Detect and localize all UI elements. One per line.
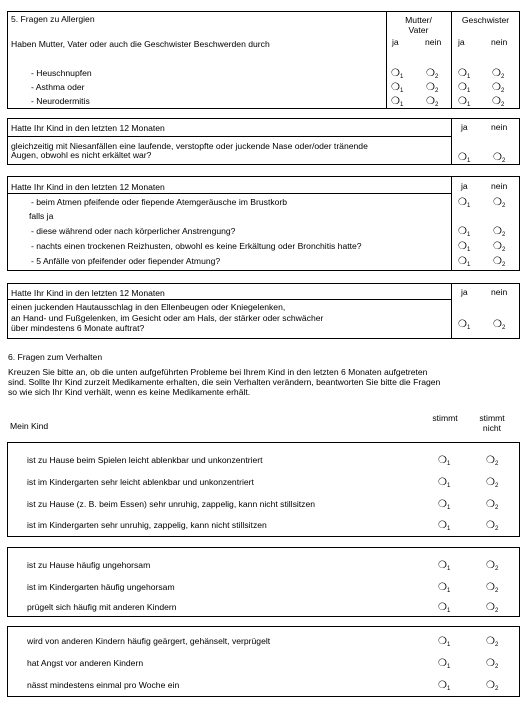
option-no[interactable]: $❍_2$: [493, 226, 506, 238]
radio-circle-icon: ❍: [458, 241, 467, 252]
option-yes[interactable]: $❍_1$: [458, 319, 471, 331]
column-header-nein: nein: [491, 37, 508, 47]
option-yes[interactable]: $❍_1$: [391, 96, 404, 108]
radio-circle-icon: ❍: [438, 455, 447, 466]
radio-circle-icon: ❍: [426, 68, 435, 79]
radio-circle-icon: ❍: [458, 96, 467, 107]
radio-circle-icon: ❍: [493, 241, 502, 252]
divider: [7, 299, 451, 300]
question-text: Haben Mutter, Vater oder auch die Geschwister Beschwerden durch: [11, 39, 270, 49]
question-text: gleichzeitig mit Niesanfällen eine laufende, verstopfte oder juckende Nase oder/oder tränende: [11, 141, 368, 151]
question-text: falls ja: [29, 211, 54, 221]
option-yes[interactable]: $❍_1$: [391, 82, 404, 94]
box-header: Hatte Ihr Kind in den letzten 12 Monaten: [11, 182, 165, 192]
radio-circle-icon: ❍: [391, 96, 400, 107]
divider: [451, 283, 452, 339]
radio-circle-icon: ❍: [438, 602, 447, 613]
column-header-mutter-vater: Vater: [408, 25, 429, 35]
option-yes[interactable]: $❍_1$: [438, 636, 451, 648]
option-no[interactable]: $❍_2$: [493, 256, 506, 268]
radio-circle-icon: ❍: [458, 68, 467, 79]
option-yes[interactable]: $❍_1$: [438, 602, 451, 614]
option-no[interactable]: $❍_2$: [486, 602, 499, 614]
option-no[interactable]: $❍_2$: [486, 499, 499, 511]
option-yes[interactable]: $❍_1$: [438, 520, 451, 532]
radio-circle-icon: ❍: [458, 256, 467, 267]
column-header-nein: nein: [491, 181, 508, 191]
question-text: - diese während oder nach körperlicher Anstrengung?: [31, 226, 236, 236]
radio-circle-icon: ❍: [486, 680, 495, 691]
option-yes[interactable]: $❍_1$: [438, 680, 451, 692]
radio-circle-icon: ❍: [486, 582, 495, 593]
option-yes[interactable]: $❍_1$: [458, 256, 471, 268]
radio-circle-icon: ❍: [486, 658, 495, 669]
option-no[interactable]: $❍_2$: [486, 582, 499, 594]
option-no[interactable]: $❍_2$: [493, 319, 506, 331]
box-header: Hatte Ihr Kind in den letzten 12 Monaten: [11, 288, 165, 298]
section-title: 5. Fragen zu Allergien: [11, 14, 95, 24]
radio-circle-icon: ❍: [391, 68, 400, 79]
radio-circle-icon: ❍: [438, 560, 447, 571]
allergy-item-neurodermitis: - Neurodermitis: [31, 96, 90, 106]
radio-circle-icon: ❍: [486, 455, 495, 466]
radio-circle-icon: ❍: [426, 82, 435, 93]
radio-circle-icon: ❍: [438, 520, 447, 531]
option-yes[interactable]: $❍_1$: [458, 197, 471, 209]
option-yes[interactable]: $❍_1$: [458, 96, 471, 108]
radio-circle-icon: ❍: [486, 499, 495, 510]
option-yes[interactable]: $❍_1$: [458, 241, 471, 253]
behavior-item: prügelt sich häufig mit anderen Kindern: [27, 602, 177, 612]
radio-circle-icon: ❍: [458, 319, 467, 330]
question-text: an Hand- und Fußgelenken, im Gesicht oder am Hals, der stärker oder schwächer: [11, 313, 324, 323]
radio-circle-icon: ❍: [493, 197, 502, 208]
behavior-item: ist zu Hause häufig ungehorsam: [27, 560, 151, 570]
radio-circle-icon: ❍: [493, 152, 502, 163]
radio-circle-icon: ❍: [458, 82, 467, 93]
column-header-ja: ja: [392, 37, 399, 47]
radio-circle-icon: ❍: [486, 602, 495, 613]
option-yes[interactable]: $❍_1$: [438, 477, 451, 489]
option-yes[interactable]: $❍_1$: [458, 152, 471, 164]
radio-circle-icon: ❍: [438, 582, 447, 593]
radio-circle-icon: ❍: [438, 636, 447, 647]
option-no[interactable]: $❍_2$: [426, 96, 439, 108]
option-no[interactable]: $❍_2$: [486, 455, 499, 467]
column-header-ja: ja: [461, 181, 468, 191]
column-header-ja: ja: [461, 122, 468, 132]
option-yes[interactable]: $❍_1$: [438, 455, 451, 467]
option-yes[interactable]: $❍_1$: [438, 499, 451, 511]
option-no[interactable]: $❍_2$: [486, 658, 499, 670]
option-no[interactable]: $❍_2$: [486, 680, 499, 692]
question-text: über mindestens 6 Monate auftrat?: [11, 323, 145, 333]
radio-circle-icon: ❍: [438, 658, 447, 669]
option-yes[interactable]: $❍_1$: [438, 658, 451, 670]
intro-text: Kreuzen Sie bitte an, ob die unten aufgeführten Probleme bei Ihrem Kind in den letzten 6 Monaten aufgetreten: [8, 367, 428, 377]
radio-circle-icon: ❍: [493, 256, 502, 267]
radio-circle-icon: ❍: [426, 96, 435, 107]
option-no[interactable]: $❍_2$: [493, 197, 506, 209]
column-header-stimmt-nicht: nicht: [482, 423, 502, 433]
column-header-geschwister: Geschwister: [461, 15, 510, 25]
radio-circle-icon: ❍: [438, 499, 447, 510]
question-text: - nachts einen trockenen Reizhusten, obwohl es keine Erkältung oder Bronchitis hatte?: [31, 241, 362, 251]
radio-circle-icon: ❍: [486, 560, 495, 571]
radio-circle-icon: ❍: [486, 520, 495, 531]
option-no[interactable]: $❍_2$: [486, 520, 499, 532]
divider: [451, 11, 452, 109]
radio-circle-icon: ❍: [492, 96, 501, 107]
intro-text: so wie sich Ihr Kind verhält, wenn es keine Medikamente erhält.: [8, 387, 251, 397]
behavior-item: hat Angst vor anderen Kindern: [27, 658, 144, 668]
column-header-nein: nein: [491, 122, 508, 132]
radio-circle-icon: ❍: [493, 319, 502, 330]
box-header: Hatte Ihr Kind in den letzten 12 Monaten: [11, 123, 165, 133]
radio-circle-icon: ❍: [438, 477, 447, 488]
radio-circle-icon: ❍: [458, 197, 467, 208]
behavior-item: ist im Kindergarten sehr leicht ablenkbar und unkonzentriert: [27, 477, 254, 487]
divider: [451, 118, 452, 165]
question-text: - 5 Anfälle von pfeifender oder fiepender Atmung?: [31, 256, 221, 266]
allergy-item-asthma: - Asthma oder: [31, 82, 85, 92]
column-header-mutter-vater: Mutter/: [405, 15, 432, 25]
question-text: einen juckenden Hautausschlag in den Ellenbeugen oder Kniegelenken,: [11, 302, 286, 312]
column-header-nein: nein: [491, 287, 508, 297]
radio-circle-icon: ❍: [438, 680, 447, 691]
option-no[interactable]: $❍_2$: [426, 82, 439, 94]
behavior-item: wird von anderen Kindern häufig geärgert, gehänselt, verprügelt: [27, 636, 271, 646]
column-header-stimmt-nicht: stimmt: [479, 413, 505, 423]
radio-circle-icon: ❍: [493, 226, 502, 237]
option-yes[interactable]: $❍_1$: [458, 226, 471, 238]
mein-kind-label: Mein Kind: [10, 421, 49, 431]
option-yes[interactable]: $❍_1$: [458, 82, 471, 94]
radio-circle-icon: ❍: [492, 82, 501, 93]
radio-circle-icon: ❍: [486, 636, 495, 647]
question-text: Augen, obwohl es nicht erkältet war?: [11, 150, 152, 160]
radio-circle-icon: ❍: [391, 82, 400, 93]
option-no[interactable]: $❍_2$: [493, 241, 506, 253]
behavior-item: ist im Kindergarten häufig ungehorsam: [27, 582, 175, 592]
intro-text: sind. Sollte Ihr Kind zurzeit Medikamente erhalten, die sein Verhalten verändern, beantworten Sie bitte die Fragen: [8, 377, 441, 387]
allergy-item-heuschnupfen: - Heuschnupfen: [31, 68, 92, 78]
column-header-ja: ja: [458, 37, 465, 47]
column-header-ja: ja: [461, 287, 468, 297]
option-no[interactable]: $❍_2$: [486, 560, 499, 572]
option-yes[interactable]: $❍_1$: [458, 68, 471, 80]
option-no[interactable]: $❍_2$: [486, 636, 499, 648]
option-no[interactable]: $❍_2$: [486, 477, 499, 489]
radio-circle-icon: ❍: [458, 226, 467, 237]
option-yes[interactable]: $❍_1$: [391, 68, 404, 80]
section-title: 6. Fragen zum Verhalten: [8, 352, 103, 362]
option-no[interactable]: $❍_2$: [426, 68, 439, 80]
column-header-nein: nein: [425, 37, 442, 47]
option-yes[interactable]: $❍_1$: [438, 560, 451, 572]
option-no[interactable]: $❍_2$: [493, 152, 506, 164]
divider: [451, 176, 452, 271]
divider: [7, 193, 451, 194]
column-header-stimmt: stimmt: [432, 413, 458, 423]
radio-circle-icon: ❍: [458, 152, 467, 163]
behavior-item: ist im Kindergarten sehr unruhig, zappelig, kann nicht stillsitzen: [27, 520, 267, 530]
option-no[interactable]: $❍_2$: [492, 68, 505, 80]
radio-circle-icon: ❍: [492, 68, 501, 79]
option-no[interactable]: $❍_2$: [492, 82, 505, 94]
option-no[interactable]: $❍_2$: [492, 96, 505, 108]
radio-circle-icon: ❍: [486, 477, 495, 488]
behavior-item: ist zu Hause beim Spielen leicht ablenkbar und unkonzentriert: [27, 455, 263, 465]
option-yes[interactable]: $❍_1$: [438, 582, 451, 594]
behavior-item: nässt mindestens einmal pro Woche ein: [27, 680, 180, 690]
divider: [7, 136, 451, 137]
question-text: - beim Atmen pfeifende oder fiepende Atemgeräusche im Brustkorb: [31, 197, 288, 207]
behavior-item: ist zu Hause (z. B. beim Essen) sehr unruhig, zappelig, kann nicht stillsitzen: [27, 499, 316, 509]
